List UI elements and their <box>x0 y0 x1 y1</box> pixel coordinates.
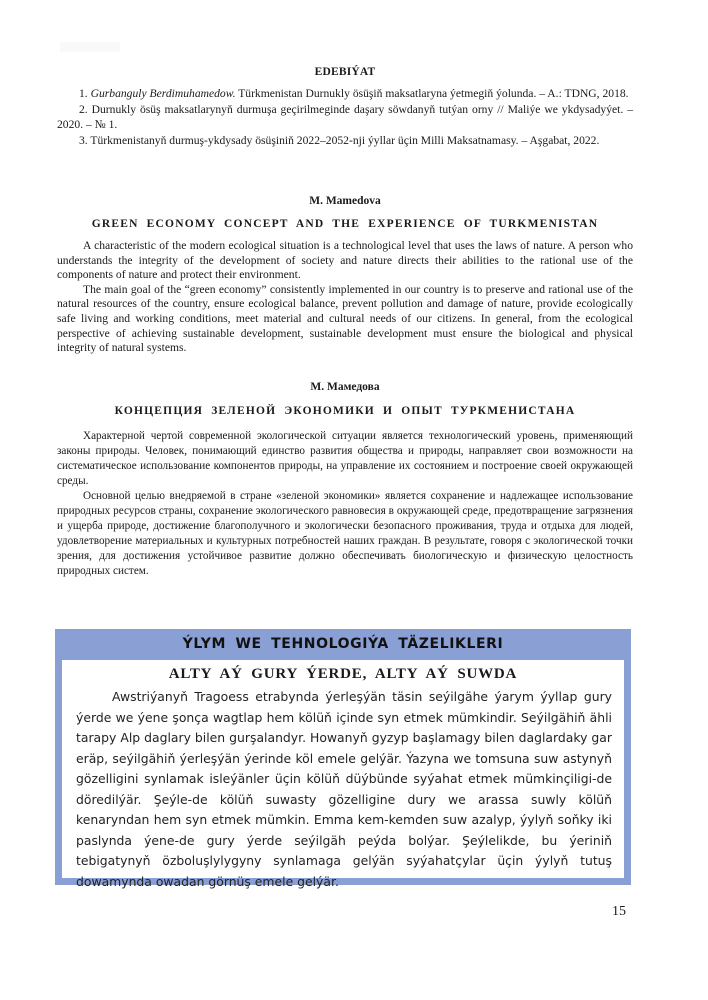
abstract-paragraph: The main goal of the “green economy” consistently implemented in our country is to preserve and rational use of the natural resources of the country, ensure ecological balance, prevent pollution and damage of nature, provide ecologically safe living and working conditions, meet material and cultural needs of our citizens. In general, from the ecological perspective of achieving sustainable development, sustainable development must ensure the biological and physical integrity of natural systems. <box>57 282 633 355</box>
reference-item: 2. Durnukly ösüş maksatlarynyň durmuşa geçirilmeginde daşary söwdanyň tutýan orny // Maliýe we ykdysadyýet. – 2020. – № 1. <box>57 102 633 131</box>
header-smudge <box>60 42 120 52</box>
abstract-paragraph: A characteristic of the modern ecological situation is a technological level that uses the laws of nature. A person who understands the integrity of the development of society and nature directs their abilities to the rational use of the components of nature and protect their environment. <box>57 239 633 282</box>
article-title: КОНЦЕПЦИЯ ЗЕЛЕНОЙ ЭКОНОМИКИ И ОПЫТ ТУРКМЕНИСТАНА <box>114 405 576 417</box>
references-heading: EDEBIÝAT <box>314 66 376 78</box>
reference-author: Gurbanguly Berdimuhamedow. <box>90 87 236 100</box>
news-text: Awstriýanyň Tragoess etrabynda ýerleşýän täsin seýilgähe ýarym ýyllap gury ýerde we ýene şonça wagtlap hem kölüň içinde syn etmek mümkindir. Seýilgähiň ähli tarapy Alp daglary bilen gurşalandyr. Howanyň gyzyp başlamagy bilen daglardaky gar eräp, seýilgähiň ýerleşýän ýerinde köl emele gelýär. Ýazyna we tomsuna suw astynyň gözelligini synlamak isleýänler üçin kölüň düýbünde syýahat etmek mümkinçiligi-de döredilýär. Şeýle-de kölüň suwasty gözelligine dury we arassa suwly kölüň kenaryndan hem syn etmek mümkin. Emma kem-kemden suw azalyp, ýylyň soňky iki paslynda ýene-de gury ýerde seýilgäh peýda bolýar. Şeýlelikde, bu ýeriniň tebigatynyň özboluşlylygyny synlamaga gelýän syýahatçylar üçin ýylyň tutuş dowamynda owadan görnüş emele gelýär. <box>76 689 612 889</box>
english-abstract <box>57 195 633 356</box>
reference-number: 1. <box>79 87 91 100</box>
author-name: М. Мамедова <box>310 381 380 393</box>
news-box <box>55 629 631 889</box>
russian-abstract <box>57 381 633 579</box>
reference-text: Türkmenistan Durnukly ösüşiň maksatlaryna ýetmegiň ýolunda. – A.: TDNG, 2018. <box>235 87 629 100</box>
references-section <box>57 66 633 148</box>
page-number: 15 <box>612 904 626 919</box>
reference-item <box>57 86 633 102</box>
abstract-paragraph: Основной целью внедряемой в стране «зеленой экономики» является сохранение и надлежащее использование природных ресурсов страны, сохранение экологического равновесия в окружающей среде, предотвращение загрязнения и ущерба природе, достижение благополучного и экологически безопасного проживания, труда и отдыха для людей, удовлетворение материальных и культурных потребностей наших граждан. В результате, говоря с экологической точки зрения, для достижения устойчивое развитие должно обеспечивать биологическую и физическую целостность природных систем. <box>57 490 633 577</box>
reference-item: 3. Türkmenistanyň durmuş-ykdysady ösüşiniň 2022–2052-nji ýyllar üçin Milli Maksatnamasy. – Aşgabat, 2022. <box>79 133 600 147</box>
author-name: M. Mamedova <box>309 195 381 207</box>
article-title: GREEN ECONOMY CONCEPT AND THE EXPERIENCE OF TURKMENISTAN <box>91 218 599 230</box>
abstract-paragraph: Характерной чертой современной экологической ситуации является технологический уровень, применяющий законы природы. Человек, понимающий единство развития общества и природы, направляет свои возможности на систематическое использование компонентов природы, на управление их состоянием и построение своей окружающей среды. <box>57 430 633 487</box>
news-box-content <box>62 660 624 889</box>
news-box-header: ÝLYM WE TEHNOLOGIÝA TÄZELIKLERI <box>182 636 504 652</box>
news-title: ALTY AÝ GURY ÝERDE, ALTY AÝ SUWDA <box>168 666 518 682</box>
